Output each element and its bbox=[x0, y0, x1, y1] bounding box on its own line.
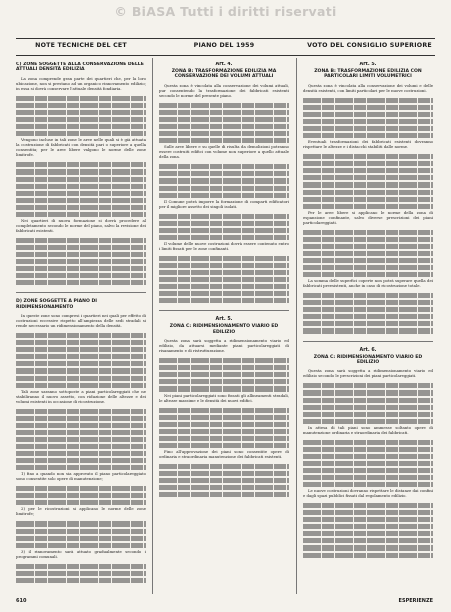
paragraph: Per le aree libere si applicano le norme della zona di espansione confinante, salvo diverse prescrizioni dei piani particolareggiati. bbox=[303, 209, 433, 225]
paragraph: Vengono incluse in tali zone le aree nelle quali si è già attuata la costruzione di fabbricati con densità pari o superiore a quella consentita; per le aree libere valgono le norme delle zone limitrofe. bbox=[16, 137, 146, 158]
paragraph: Questa zona è vincolata alla conservazione dei volumi attuali, pur consentendo la trasformazione dei fabbricati esistenti secondo le norme del presente piano. bbox=[159, 82, 289, 98]
section-title: D) ZONE SOGGETTE A PIANO DI RIDIMENSIONAMENTO bbox=[16, 299, 97, 310]
article-label: Art. 5. bbox=[215, 317, 233, 323]
paragraph: Nei piani particolareggiati sono fissati gli allineamenti stradali, le altezze massime e le densità dei nuovi edifici. bbox=[159, 392, 289, 403]
paragraph: Nei quartieri di nuova formazione si dovrà procedere al completamento secondo le norme del piano, salvo la revisione dei fabbricati esistenti. bbox=[16, 217, 146, 233]
column-divider-1 bbox=[152, 58, 153, 594]
article-title: ZONA B: TRASFORMAZIONE EDILIZIA MA CONSERVAZIONE DEI VOLUMI ATTUALI bbox=[171, 69, 277, 80]
article-divider bbox=[303, 341, 433, 342]
paragraph: La zona comprende gran parte dei quartieri che, per la loro ubicazione, non si prestano ad un organico rinnovamento edilizio; in essa si dovrà conservare l'attuale densità fondiaria. bbox=[16, 75, 146, 91]
article-title: ZONA B: TRASFORMAZIONE EDILIZIA CON PARTICOLARI LIMITI VOLUMETRICI bbox=[314, 69, 422, 80]
paragraph: 3) il rinnovamento sarà attuato gradualmente secondo i programmi comunali. bbox=[16, 548, 146, 559]
section-divider bbox=[16, 292, 146, 293]
paragraph: Il volume delle nuove costruzioni dovrà essere contenuto entro i limiti fissati per le zone confinanti. bbox=[159, 240, 289, 251]
top-rule bbox=[16, 38, 435, 39]
paragraph: Fino all'approvazione dei piani sono consentite opere di ordinaria e straordinaria manutenzione dei fabbricati esistenti. bbox=[159, 448, 289, 459]
paragraph: Il Comune potrà imporre la formazione di comparti edificatori per il migliore assetto dei singoli isolati. bbox=[159, 198, 289, 209]
paragraph: 2) per le ricostruzioni si applicano le norme delle zone limitrofe; bbox=[16, 506, 146, 517]
center-column-heading: PIANO DEL 1959 bbox=[193, 42, 255, 49]
paragraph: Questa zona sarà soggetta a ridimensionamento viario ed edilizio secondo le prescrizioni dei piani particolareggiati. bbox=[303, 368, 433, 379]
paragraph: Eventuali trasformazioni dei fabbricati esistenti dovranno rispettare le altezze e i distacchi stabiliti dalle norme. bbox=[303, 139, 433, 150]
paragraph: 1) fino a quando non sia approvato il piano particolareggiato sono consentite solo opere di manutenzione; bbox=[16, 471, 146, 482]
paragraph: Questa zona è vincolata alla conservazione dei volumi e delle densità esistenti, con limiti particolari per le nuove costruzioni. bbox=[303, 82, 433, 93]
paragraph: In attesa di tali piani sono ammesse soltanto opere di manutenzione ordinaria e straordinaria dei fabbricati. bbox=[303, 424, 433, 435]
paragraph: In queste zone sono compresi i quartieri nei quali per effetto di costruzioni eccessive rispetto all'ampiezza delle sedi stradali si rende necessario un ridimensionamento della densità. bbox=[16, 313, 146, 329]
column-divider-2 bbox=[296, 58, 297, 594]
watermark: © BiASA Tutti i diritti riservati bbox=[114, 4, 337, 19]
section-title: C) ZONE SOGGETTE ALLA CONSERVAZIONE DELLE ATTUALI DENSITÀ EDILIZIA bbox=[16, 62, 144, 73]
paragraph: Le nuove costruzioni dovranno rispettare le distanze dai confini e dagli spazi pubblici fissati dal regolamento edilizio. bbox=[303, 488, 433, 499]
paragraph: La somma delle superfici coperte non potrà superare quella dei fabbricati preesistenti, anche in caso di ricostruzione totale. bbox=[303, 278, 433, 289]
left-column bbox=[16, 62, 146, 596]
article-label: Art. 4. bbox=[215, 62, 233, 67]
left-column-heading: NOTE TECNICHE DEL CET bbox=[35, 42, 127, 49]
article-title: ZONA C: RIDIMENSIONAMENTO VIARIO ED EDILIZIO bbox=[169, 324, 279, 335]
article-title: ZONA C: RIDIMENSIONAMENTO VIARIO ED EDILIZIO bbox=[313, 354, 423, 365]
center-column bbox=[159, 62, 289, 596]
paragraph: Tali zone saranno sottoposte a piani particolareggiati che ne stabiliranno il nuovo assetto, con riduzione delle altezze e dei volumi esistenti in occasione di ricostruzione. bbox=[16, 388, 146, 404]
paragraph: Sulle aree libere e su quelle di risulta da demolizioni potranno essere costruiti edifici con volume non superiore a quello attuale della zona. bbox=[159, 144, 289, 160]
paragraph: Questa zona sarà soggetta a ridimensionamento viario ed edilizio, da attuarsi mediante piani particolareggiati di risanamento e di ristrutturazione. bbox=[159, 338, 289, 354]
article-label: Art. 6. bbox=[359, 347, 377, 353]
column-headers bbox=[16, 42, 436, 56]
right-column bbox=[303, 62, 433, 596]
header-rule bbox=[16, 55, 435, 56]
page-number: 610 bbox=[16, 598, 27, 604]
right-column-heading: VOTO DEL CONSIGLIO SUPERIORE bbox=[307, 42, 432, 49]
running-footer: ESPERIENZE bbox=[398, 598, 433, 604]
article-label: Art. 5. bbox=[359, 62, 377, 67]
article-divider bbox=[159, 310, 289, 311]
